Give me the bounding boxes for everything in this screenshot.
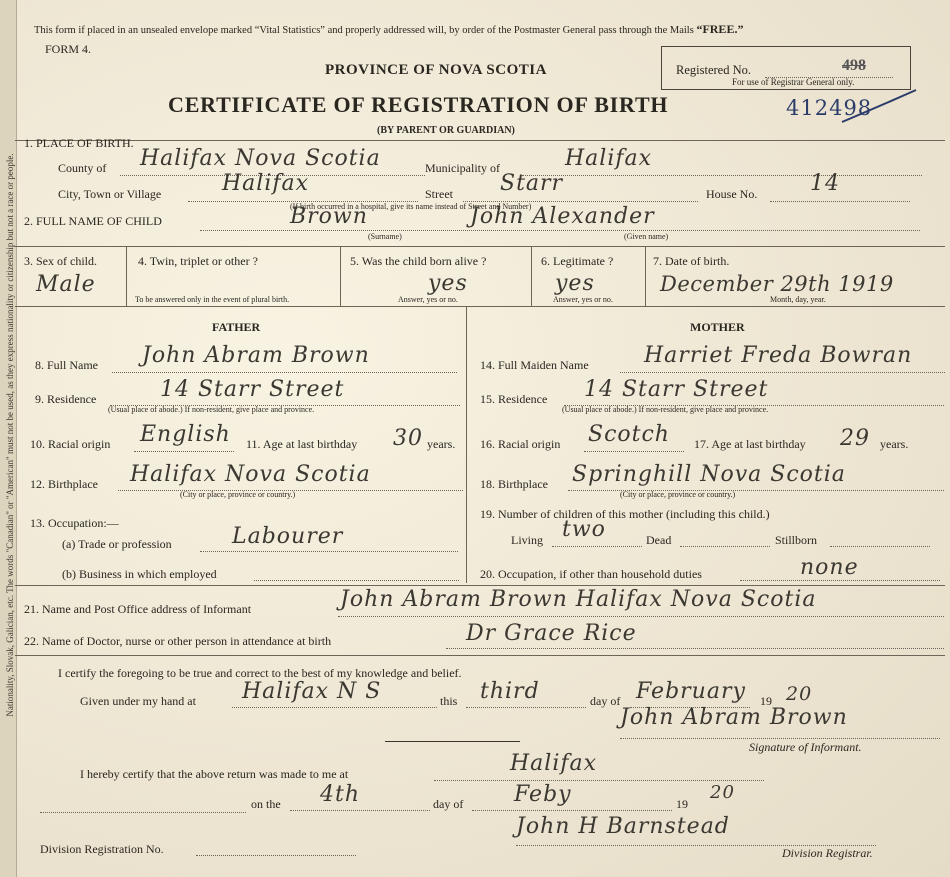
annotation-number: 412498 <box>786 96 873 120</box>
business-line <box>254 580 459 581</box>
form-number: FORM 4. <box>45 42 92 56</box>
header-notice <box>34 22 743 38</box>
father-birthplace-label: 12. Birthplace <box>30 477 98 491</box>
registrar-place-value: Halifax <box>510 751 598 776</box>
street-value: Starr <box>500 171 564 196</box>
registrar-text: I hereby certify that the above return was made to me at <box>80 767 349 781</box>
trade-value: Labourer <box>232 524 344 549</box>
street-label: Street <box>425 187 453 201</box>
divider <box>15 306 945 307</box>
child-surname: Brown <box>290 204 368 229</box>
certify-text: I certify the foregoing to be true and correct to the best of my knowledge and belief. <box>58 666 462 680</box>
division-registration-line <box>196 855 356 856</box>
trade-label: (a) Trade or profession <box>62 537 172 551</box>
municipality-value: Halifax <box>565 146 653 171</box>
divider <box>15 246 945 247</box>
registrar-month-value: Feby <box>514 782 572 807</box>
divider <box>645 246 646 306</box>
header-notice-text: This form if placed in an unsealed envelope marked “Vital Statistics” and properly addressed will, by order of the Postmaster General pass through the Mails <box>34 25 694 36</box>
mother-heading: MOTHER <box>690 320 745 334</box>
registrar-caption: Division Registrar. <box>782 846 873 860</box>
mother-residence-value: 14 Starr Street <box>584 377 769 402</box>
divider <box>15 140 945 141</box>
father-birthplace-note: (City or place, province or country.) <box>180 490 296 499</box>
father-residence-label: 9. Residence <box>35 392 97 406</box>
mother-age-value: 29 <box>840 426 870 451</box>
house-label: House No. <box>706 187 758 201</box>
registered-box <box>661 46 911 90</box>
page-subtitle: (BY PARENT OR GUARDIAN) <box>377 125 515 136</box>
surname-caption: (Surname) <box>368 232 402 241</box>
child-name-line <box>200 230 920 231</box>
sex-value: Male <box>36 272 96 297</box>
place-of-birth-heading: 1. PLACE OF BIRTH. <box>24 136 134 150</box>
business-label: (b) Business in which employed <box>62 567 217 581</box>
informant-label: 21. Name and Post Office address of Informant <box>24 602 252 616</box>
city-value: Halifax <box>222 171 310 196</box>
mother-name-label: 14. Full Maiden Name <box>480 358 589 372</box>
divider <box>126 246 127 306</box>
margin-note: Nationality, Slovak, Galician, etc. The words "Canadian" or "American" must not be used, as they express nationality or citizenship but not a race or people. <box>5 153 15 717</box>
dayof-label: day of <box>590 694 621 708</box>
header-free: “FREE.” <box>696 22 744 36</box>
division-registration-label: Division Registration No. <box>40 842 164 856</box>
doctor-line <box>446 648 944 649</box>
father-name-label: 8. Full Name <box>35 358 98 372</box>
dead-line <box>680 546 770 547</box>
doctor-label: 22. Name of Doctor, nurse or other person in attendance at birth <box>24 634 332 648</box>
day-line <box>466 707 586 708</box>
stillborn-label: Stillborn <box>775 533 818 547</box>
living-line <box>552 546 642 547</box>
sex-label: 3. Sex of child. <box>24 254 97 268</box>
legit-label: 6. Legitimate ? <box>541 254 614 268</box>
twin-note: To be answered only in the event of plural birth. <box>135 295 290 304</box>
city-label: City, Town or Village <box>58 187 162 201</box>
page-title: CERTIFICATE OF REGISTRATION OF BIRTH <box>168 92 669 117</box>
registered-label: Registered No. <box>676 63 751 77</box>
divider <box>340 246 341 306</box>
informant-line <box>338 616 944 617</box>
father-birthplace-value: Halifax Nova Scotia <box>130 462 371 487</box>
dead-label: Dead <box>646 533 672 547</box>
registrar-year-value: 20 <box>710 782 735 803</box>
county-label: County of <box>58 161 107 175</box>
mother-name-value: Harriet Freda Bowran <box>644 343 913 368</box>
informant-signature: John Abram Brown <box>620 705 848 730</box>
year-value: 20 <box>786 683 813 705</box>
this-label: this <box>440 694 458 708</box>
children-label: 19. Number of children of this mother (including this child.) <box>480 507 770 521</box>
alive-note: Answer, yes or no. <box>398 295 458 304</box>
registrar-day-line <box>290 810 430 811</box>
child-given-name: John Alexander <box>470 204 655 229</box>
divider <box>15 655 945 656</box>
divider <box>466 306 467 583</box>
date-value: December 29th 1919 <box>660 272 894 296</box>
father-racial-value: English <box>140 422 231 447</box>
mother-racial-label: 16. Racial origin <box>480 437 561 451</box>
year-prefix: 19 <box>760 694 772 708</box>
county-value: Halifax Nova Scotia <box>140 146 381 171</box>
alive-label: 5. Was the child born alive ? <box>350 254 487 268</box>
mother-birthplace-value: Springhill Nova Scotia <box>572 462 846 487</box>
registered-value: 498 <box>842 57 866 74</box>
registrar-dayof-label: day of <box>433 797 464 811</box>
mother-racial-line <box>584 451 684 452</box>
father-name-line <box>112 372 457 373</box>
margin-strip <box>0 0 17 877</box>
child-name-label: 2. FULL NAME OF CHILD <box>24 214 162 228</box>
living-label: Living <box>511 533 543 547</box>
informant-value: John Abram Brown Halifax Nova Scotia <box>340 587 817 612</box>
father-name-value: John Abram Brown <box>142 343 370 368</box>
father-age-unit: years. <box>427 437 456 451</box>
mother-name-line <box>620 372 945 373</box>
registrar-signature: John H Barnstead <box>516 814 730 839</box>
father-racial-label: 10. Racial origin <box>30 437 111 451</box>
municipality-line <box>522 175 922 176</box>
divider <box>531 246 532 306</box>
province-heading: PROVINCE OF NOVA SCOTIA <box>325 62 547 78</box>
mother-birthplace-note: (City or place, province or country.) <box>620 490 736 499</box>
given-place-line <box>232 707 437 708</box>
mother-residence-note: (Usual place of abode.) If non-resident, give place and province. <box>562 405 769 414</box>
father-racial-line <box>134 451 234 452</box>
registered-note: For use of Registrar General only. <box>732 77 855 87</box>
living-value: two <box>562 517 606 542</box>
mother-birthplace-label: 18. Birthplace <box>480 477 548 491</box>
mother-occupation-value: none <box>800 555 859 580</box>
legit-note: Answer, yes or no. <box>553 295 613 304</box>
registrar-day-value: 4th <box>320 782 361 807</box>
twin-label: 4. Twin, triplet or other ? <box>138 254 258 268</box>
mother-racial-value: Scotch <box>588 422 670 447</box>
mother-occupation-line <box>740 580 940 581</box>
alive-value: yes <box>428 271 468 296</box>
registrar-lead-line <box>40 812 246 813</box>
annotation-slash <box>840 86 920 126</box>
given-caption: (Given name) <box>624 232 669 241</box>
divider <box>15 585 945 586</box>
doctor-value: Dr Grace Rice <box>466 621 637 646</box>
legit-value: yes <box>555 271 595 296</box>
trade-line <box>200 551 458 552</box>
father-occupation-label: 13. Occupation:— <box>30 516 119 530</box>
day-value: third <box>480 679 540 704</box>
signature-caption: Signature of Informant. <box>749 740 862 754</box>
street-note: (If birth occurred in a hospital, give its name instead of Street and Number) <box>290 202 532 211</box>
mother-age-label: 17. Age at last birthday <box>694 437 806 451</box>
given-place-value: Halifax N S <box>242 679 382 704</box>
father-age-label: 11. Age at last birthday <box>246 437 358 451</box>
father-residence-value: 14 Starr Street <box>160 377 345 402</box>
given-label: Given under my hand at <box>80 694 196 708</box>
date-note: Month, day, year. <box>770 295 826 304</box>
mother-occupation-label: 20. Occupation, if other than household duties <box>480 567 702 581</box>
father-age-value: 30 <box>393 426 423 451</box>
mother-residence-label: 15. Residence <box>480 392 548 406</box>
father-residence-note: (Usual place of abode.) If non-resident, give place and province. <box>108 405 315 414</box>
registrar-month-line <box>472 810 672 811</box>
stillborn-line <box>830 546 930 547</box>
divider <box>385 741 520 742</box>
municipality-label: Municipality of <box>425 161 500 175</box>
house-line <box>770 201 910 202</box>
father-heading: FATHER <box>212 320 261 334</box>
on-the-label: on the <box>251 797 281 811</box>
registrar-year-prefix: 19 <box>676 797 688 811</box>
informant-signature-line <box>620 738 940 739</box>
month-value: February <box>636 679 746 704</box>
mother-age-unit: years. <box>880 437 909 451</box>
date-label: 7. Date of birth. <box>653 254 730 268</box>
house-value: 14 <box>810 171 840 196</box>
